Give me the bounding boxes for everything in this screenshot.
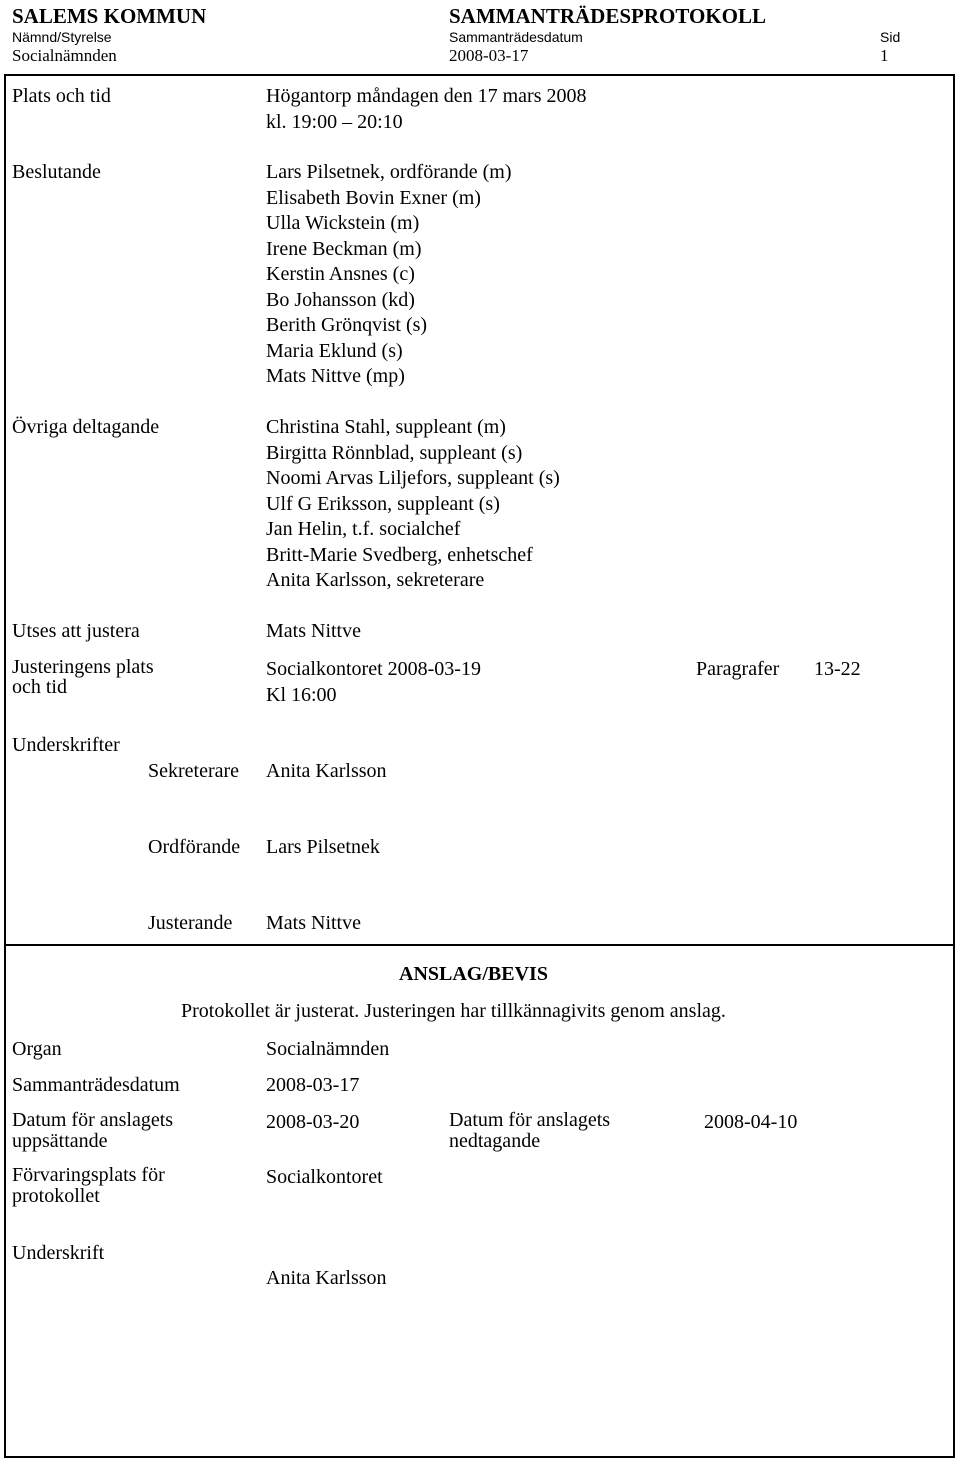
underskrifter-label: Underskrifter (12, 734, 120, 756)
ordforande-name: Lars Pilsetnek (266, 836, 380, 858)
uppsattande-label-1: Datum för anslagets (12, 1109, 174, 1131)
header-col3-label: Sid (880, 29, 901, 45)
sekreterare-label: Sekreterare (148, 760, 240, 782)
list-item: Jan Helin, t.f. socialchef (266, 518, 461, 540)
plats-label: Plats och tid (12, 85, 111, 107)
anslag-statement: Protokollet är justerat. Justeringen har tillkännagivits genom anslag. (181, 1000, 726, 1022)
forvaring-label-1: Förvaringsplats för (12, 1164, 165, 1186)
justering-label-2: och tid (12, 676, 67, 698)
ordforande-label: Ordförande (148, 836, 241, 858)
header-col1-label: Nämnd/Styrelse (12, 29, 112, 45)
list-item: Lars Pilsetnek, ordförande (m) (266, 161, 512, 183)
underskrift-name: Anita Karlsson (266, 1267, 387, 1289)
header-col3-value: 1 (880, 46, 889, 65)
list-item: Berith Grönqvist (s) (266, 314, 428, 336)
list-item: Anita Karlsson, sekreterare (266, 569, 485, 591)
section-divider (4, 944, 955, 946)
header-col2-label: Sammanträdesdatum (449, 29, 583, 45)
list-item: Elisabeth Bovin Exner (m) (266, 186, 481, 209)
forvaring-label-2: protokollet (12, 1185, 100, 1207)
list-item: Christina Stahl, suppleant (m) (266, 416, 506, 438)
list-item: Ulla Wickstein (m) (266, 212, 420, 234)
justering-place: Socialkontoret 2008-03-19 (266, 658, 481, 680)
justering-time: Kl 16:00 (266, 683, 337, 706)
header-col2-value: 2008-03-17 (449, 46, 529, 65)
beslutande-list (266, 160, 511, 390)
list-item: Ulf G Eriksson, suppleant (s) (266, 492, 500, 515)
beslutande-label: Beslutande (12, 161, 101, 183)
justerande-name: Mats Nittve (266, 912, 361, 934)
underskrift-label: Underskrift (12, 1242, 105, 1264)
organ-label: Organ (12, 1038, 62, 1060)
nedtagande-value: 2008-04-10 (704, 1111, 798, 1133)
plats-line: Högantorp måndagen den 17 mars 2008 (266, 85, 587, 107)
header-col1-value: Socialnämnden (12, 46, 117, 65)
sekreterare-name: Anita Karlsson (266, 760, 387, 782)
list-item: Mats Nittve (mp) (266, 365, 405, 387)
anslag-title: ANSLAG/BEVIS (399, 963, 548, 985)
list-item: Bo Johansson (kd) (266, 288, 415, 311)
doc-type: SAMMANTRÄDESPROTOKOLL (449, 4, 766, 28)
uppsattande-label-2: uppsättande (12, 1130, 108, 1152)
nedtagande-label-1: Datum för anslagets (449, 1109, 611, 1131)
list-item: Noomi Arvas Liljefors, suppleant (s) (266, 467, 560, 489)
utses-label: Utses att justera (12, 620, 140, 642)
sammantradesdatum-value: 2008-03-17 (266, 1074, 360, 1096)
ovriga-list (266, 415, 560, 594)
justering-label-1: Justeringens plats (12, 656, 154, 678)
plats-line: kl. 19:00 – 20:10 (266, 110, 403, 133)
plats-lines (266, 84, 586, 135)
paragrafer-label: Paragrafer (696, 658, 780, 680)
ovriga-label: Övriga deltagande (12, 416, 160, 438)
justerande-label: Justerande (148, 912, 233, 934)
paragrafer-value: 13-22 (814, 658, 861, 680)
forvaring-value: Socialkontoret (266, 1166, 383, 1188)
list-item: Britt-Marie Svedberg, enhetschef (266, 543, 533, 566)
list-item: Birgitta Rönnblad, suppleant (s) (266, 441, 523, 464)
nedtagande-label-2: nedtagande (449, 1130, 541, 1152)
list-item: Irene Beckman (m) (266, 237, 422, 260)
list-item: Maria Eklund (s) (266, 339, 403, 362)
organ-value: Socialnämnden (266, 1038, 390, 1060)
utses-value: Mats Nittve (266, 620, 361, 642)
sammantradesdatum-label: Sammanträdesdatum (12, 1074, 180, 1096)
list-item: Kerstin Ansnes (c) (266, 263, 415, 285)
uppsattande-value: 2008-03-20 (266, 1111, 360, 1133)
justering-values (266, 657, 481, 708)
org-name: SALEMS KOMMUN (12, 4, 207, 28)
